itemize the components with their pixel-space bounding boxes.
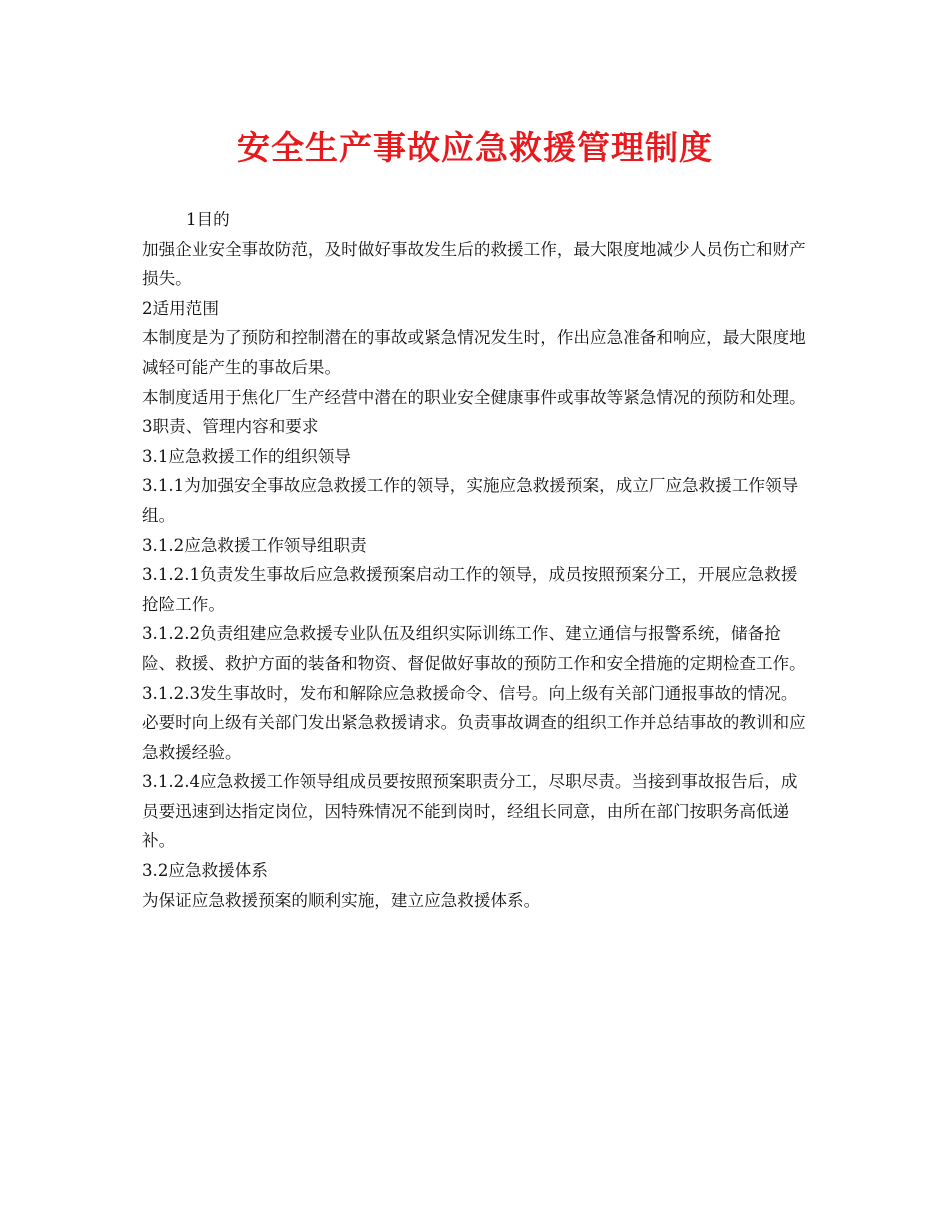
paragraph-3-1-2-3: 3.1.2.3发生事故时，发布和解除应急救援命令、信号。向上级有关部门通报事故的情况。必要时向上级有关部门发出紧急救援请求。负责事故调查的组织工作并总结事故的教训和应急救援经验。 xyxy=(142,683,806,762)
subsection-heading-3-2: 3.2应急救援体系 xyxy=(142,861,268,881)
paragraph-3-1-2-2: 3.1.2.2负责组建应急救援专业队伍及组织实际训练工作、建立通信与报警系统，储备抢险、救援、救护方面的装备和物资、督促做好事故的预防工作和安全措施的定期检查工作。 xyxy=(142,624,806,673)
paragraph-3-2: 为保证应急救援预案的顺利实施，建立应急救援体系。 xyxy=(142,890,541,910)
document-title: 安全生产事故应急救援管理制度 xyxy=(237,128,713,167)
section-heading-scope: 2适用范围 xyxy=(142,298,219,318)
paragraph-scope-2: 本制度适用于焦化厂生产经营中潜在的职业安全健康事件或事故等紧急情况的预防和处理。 xyxy=(142,387,806,407)
paragraph-3-1-2-4: 3.1.2.4应急救援工作领导组成员要按照预案职责分工，尽职尽责。当接到事故报告后，成员要迅速到达指定岗位，因特殊情况不能到岗时，经组长同意，由所在部门按职务高低递补。 xyxy=(142,772,798,851)
subsection-heading-3-1: 3.1应急救援工作的组织领导 xyxy=(142,446,351,466)
document-body xyxy=(142,205,812,915)
paragraph-3-1-2-1: 3.1.2.1负责发生事故后应急救援预案启动工作的领导，成员按照预案分工，开展应急救援抢险工作。 xyxy=(142,565,798,614)
section-heading-duties: 3职责、管理内容和要求 xyxy=(142,417,319,437)
paragraph-scope-1: 本制度是为了预防和控制潜在的事故或紧急情况发生时，作出应急准备和响应，最大限度地减轻可能产生的事故后果。 xyxy=(142,328,806,377)
paragraph-3-1-1: 3.1.1为加强安全事故应急救援工作的领导，实施应急救援预案，成立厂应急救援工作领导组。 xyxy=(142,476,799,525)
paragraph-purpose: 加强企业安全事故防范，及时做好事故发生后的救援工作，最大限度地减少人员伤亡和财产损失。 xyxy=(142,239,806,289)
section-heading-purpose: 1目的 xyxy=(186,210,230,229)
subsection-heading-3-1-2: 3.1.2应急救援工作领导组职责 xyxy=(142,535,367,555)
